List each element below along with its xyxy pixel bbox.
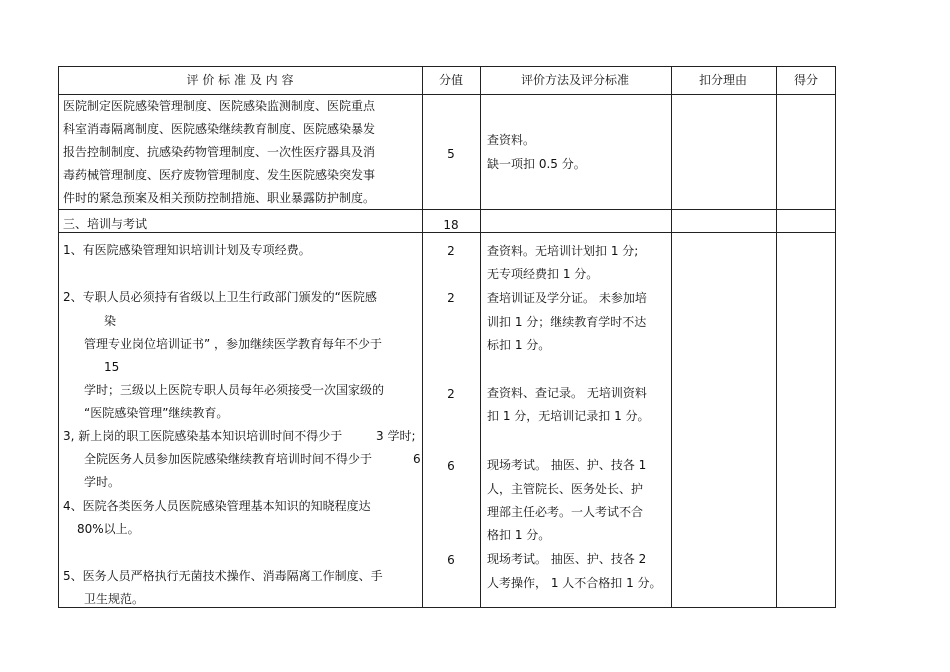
row1-content-line: 医院制定医院感染管理制度、医院感染监测制度、医院重点 (63, 99, 376, 113)
header-score: 分值 (438, 73, 464, 87)
item-score: 2 (447, 244, 455, 258)
item3-line: 6 (413, 452, 421, 466)
item2-line: 管理专业岗位培训证书” ，参加继续医学教育每年不少于 (84, 337, 383, 351)
method-line: 无专项经费扣 1 分。 (487, 267, 599, 281)
header-criteria: 评 价 标 准 及 内 容 (186, 73, 294, 87)
row-divider-header (59, 94, 835, 95)
section3-score: 18 (443, 218, 459, 232)
item4-line: 80%以上。 (77, 522, 140, 536)
method-line: 查资料。无培训计划扣 1 分; (487, 244, 639, 258)
item2-line: “医院感染管理”继续教育。 (84, 406, 229, 420)
method-line: 标扣 1 分。 (487, 338, 551, 352)
item2-line: 15 (104, 360, 120, 374)
item-score: 6 (447, 553, 455, 567)
item4-line: 4、医院各类医务人员医院感染管理基本知识的知晓程度达 (63, 499, 371, 513)
method-line: 现场考试。 抽医、护、技各 2 (487, 552, 647, 566)
method-line: 理部主任必考。一人考试不合 (487, 505, 644, 519)
row1-content-line: 报告控制制度、抗感染药物管理制度、一次性医疗器具及消 (63, 145, 376, 159)
method-line: 人，主管院长、医务处长、护 (487, 482, 644, 496)
col-divider-score (422, 67, 423, 607)
method-line: 训扣 1 分；继续教育学时不达 (487, 315, 647, 329)
item2-line: 2、专职人员必须持有省级以上卫生行政部门颁发的“医院感 (63, 290, 377, 304)
item3-line: 全院医务人员参加医院感染继续教育培训时间不得少于 (84, 452, 373, 466)
item1-line: 1、有医院感染管理知识培训计划及专项经费。 (63, 243, 311, 257)
row1-score: 5 (447, 147, 455, 161)
row1-method-line: 缺一项扣 0.5 分。 (487, 157, 586, 171)
method-line: 现场考试。 抽医、护、技各 1 (487, 458, 647, 472)
col-divider-reason (671, 67, 672, 607)
item-score: 6 (447, 459, 455, 473)
header-points: 得分 (793, 73, 819, 87)
row-divider-section3 (59, 232, 835, 233)
col-divider-method (480, 67, 481, 607)
item5-line: 卫生规范。 (84, 592, 145, 606)
item-score: 2 (447, 387, 455, 401)
item3-line: 学时。 (84, 475, 121, 489)
item2-line: 学时；三级以上医院专职人员每年必须接受一次国家级的 (84, 383, 385, 397)
method-line: 格扣 1 分。 (487, 528, 551, 542)
method-line: 查培训证及学分证。 未参加培 (487, 291, 647, 305)
section3-title: 三、培训与考试 (63, 217, 148, 231)
method-line: 查资料、查记录。 无培训资料 (487, 386, 647, 400)
item3-line: 3 学时; (376, 429, 416, 443)
row-divider-row1 (59, 209, 835, 210)
header-method: 评价方法及评分标准 (520, 73, 630, 87)
method-line: 人考操作， 1 人不合格扣 1 分。 (487, 576, 662, 590)
row1-content-line: 毒药械管理制度、医疗废物管理制度、发生医院感染突发事 (63, 168, 376, 182)
item3-line: 3, 新上岗的职工医院感染基本知识培训时间不得少于 (63, 429, 343, 443)
item5-line: 5、医务人员严格执行无菌技术操作、消毒隔离工作制度、手 (63, 569, 383, 583)
item-score: 2 (447, 291, 455, 305)
row1-content-line: 科室消毒隔离制度、医院感染继续教育制度、医院感染暴发 (63, 122, 376, 136)
header-deduction-reason: 扣分理由 (698, 73, 748, 87)
row1-content-line: 件时的紧急预案及相关预防控制措施、职业暴露防护制度。 (63, 191, 376, 205)
item2-line: 染 (104, 314, 117, 328)
row1-method-line: 查资料。 (487, 133, 536, 147)
col-divider-points (776, 67, 777, 607)
method-line: 扣 1 分，无培训记录扣 1 分。 (487, 409, 650, 423)
